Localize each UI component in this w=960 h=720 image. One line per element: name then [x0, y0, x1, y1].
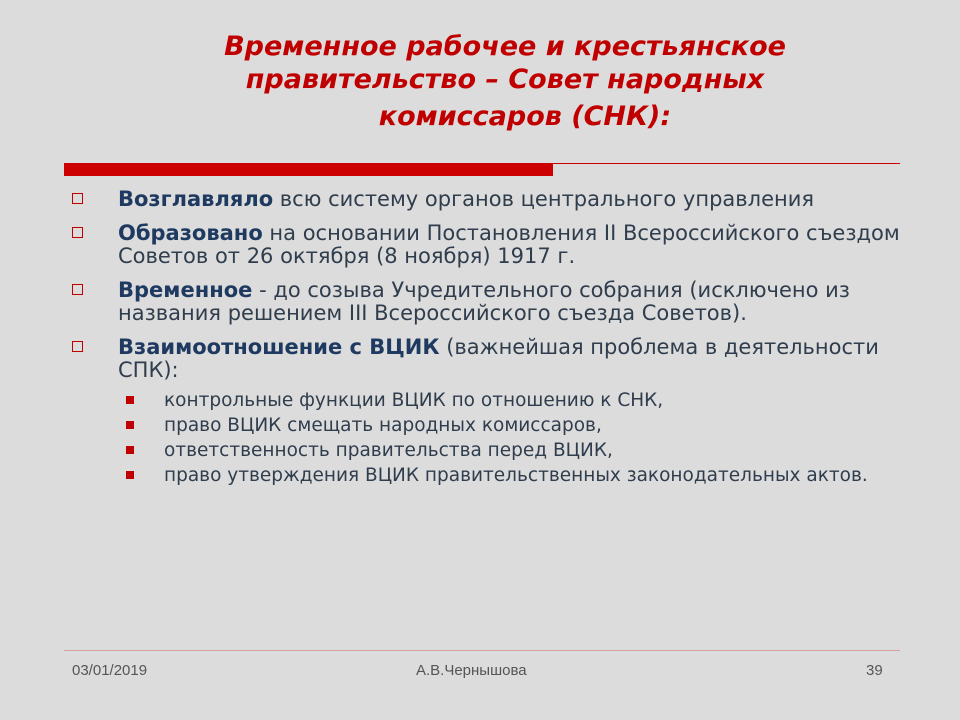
bullet-text: - до созыва Учредительного собрания (исключено из названия решением III Всероссийского съезда Советов).	[118, 278, 850, 325]
bullet-text: на основании Постановления II Всероссийского съездом Советов от 26 октября (8 ноября) 1917 г.	[118, 221, 900, 268]
bullet-keyword: Образовано	[118, 221, 263, 245]
title-divider-bar	[64, 164, 553, 176]
sub-bullet-list	[118, 388, 910, 488]
bullet-item	[70, 222, 910, 268]
hollow-square-bullet-icon	[72, 193, 83, 204]
filled-square-bullet-icon	[126, 446, 134, 454]
page-number: 39	[866, 662, 883, 679]
footer-divider	[64, 650, 900, 651]
title-line-1: Временное рабочее и крестьянское	[224, 31, 786, 62]
bullet-text: (важнейшая проблема в деятельности СПК):	[118, 335, 879, 382]
bullet-keyword: Возглавляло	[118, 187, 274, 211]
bullet-item	[70, 188, 910, 211]
title-line-3: комиссаров (СНК):	[378, 101, 672, 132]
hollow-square-bullet-icon	[72, 284, 83, 295]
bullet-keyword: Взаимоотношение с ВЦИК	[118, 335, 440, 359]
bullet-text: всю систему органов центрального управления	[273, 187, 815, 211]
hollow-square-bullet-icon	[72, 227, 83, 238]
title-line-2: правительство – Совет народных	[245, 64, 765, 95]
footer-author: А.В.Чернышова	[416, 662, 527, 679]
bullet-keyword: Временное	[118, 278, 253, 302]
bullet-item	[70, 279, 910, 325]
hollow-square-bullet-icon	[72, 341, 83, 352]
sub-bullet-text: контрольные функции ВЦИК по отношению к СНК,	[164, 390, 664, 411]
footer-date: 03/01/2019	[72, 662, 148, 679]
bullet-list	[70, 188, 910, 499]
sub-bullet-item	[118, 438, 910, 463]
filled-square-bullet-icon	[126, 471, 134, 479]
sub-bullet-item	[118, 388, 910, 413]
sub-bullet-item	[118, 413, 910, 438]
bullet-item	[70, 336, 910, 488]
filled-square-bullet-icon	[126, 421, 134, 429]
sub-bullet-item	[118, 463, 910, 488]
sub-bullet-text: ответственность правительства перед ВЦИК,	[164, 440, 613, 461]
filled-square-bullet-icon	[126, 396, 134, 404]
slide-title	[100, 30, 910, 133]
sub-bullet-text: право ВЦИК смещать народных комиссаров,	[164, 415, 602, 436]
sub-bullet-text: право утверждения ВЦИК правительственных законодательных актов.	[164, 465, 868, 486]
